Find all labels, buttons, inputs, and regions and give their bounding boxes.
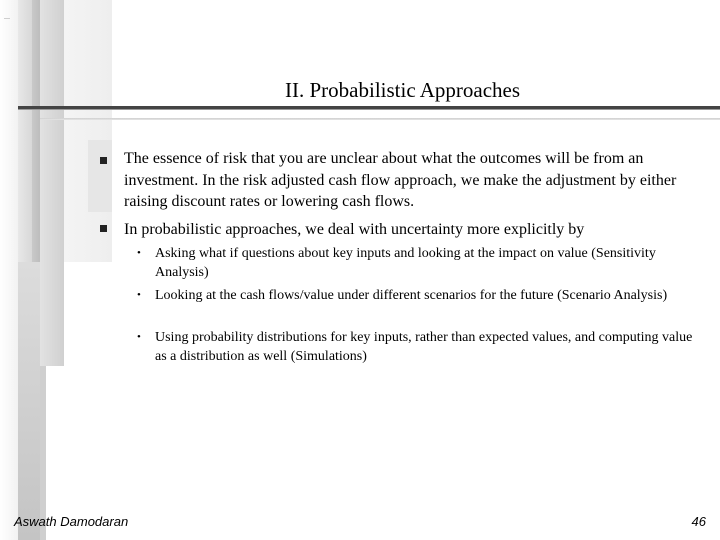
square-bullet-icon <box>100 225 107 232</box>
slide-title: II. Probabilistic Approaches <box>285 78 521 102</box>
dot-bullet-icon: • <box>137 247 141 259</box>
sub-bullet-text: Looking at the cash flows/value under different scenarios for the future (Scenario Analysis) <box>155 288 668 303</box>
sub-bullet-text: Asking what if questions about key inputs and looking at the impact on value (Sensitivity Analysis) <box>155 246 656 280</box>
decorative-panel <box>18 262 40 540</box>
decorative-panel <box>64 0 112 262</box>
decorative-panel <box>40 0 64 366</box>
bullet-text: In probabilistic approaches, we deal with uncertainty more explicitly by <box>124 221 585 238</box>
decorative-panel <box>4 18 10 19</box>
page-number: 46 <box>691 514 706 529</box>
square-bullet-icon <box>100 157 107 164</box>
decorative-panel <box>18 0 32 262</box>
title-divider-shadow <box>40 118 720 120</box>
sub-bullet-text: Using probability distributions for key inputs, rather than expected values, and computing value as a distribution as well (Simulations) <box>155 330 693 364</box>
dot-bullet-icon: • <box>137 331 141 343</box>
decorative-panel <box>88 140 112 212</box>
footer-author: Aswath Damodaran <box>14 514 129 529</box>
bullet-text: The essence of risk that you are unclear about what the outcomes will be from an investment. In the risk adjusted cash flow approach, we make the adjustment by either raising discount rates or lowering cash flows. <box>124 150 677 210</box>
dot-bullet-icon: • <box>137 289 141 301</box>
title-divider <box>18 106 720 109</box>
decorative-panel <box>32 0 40 306</box>
